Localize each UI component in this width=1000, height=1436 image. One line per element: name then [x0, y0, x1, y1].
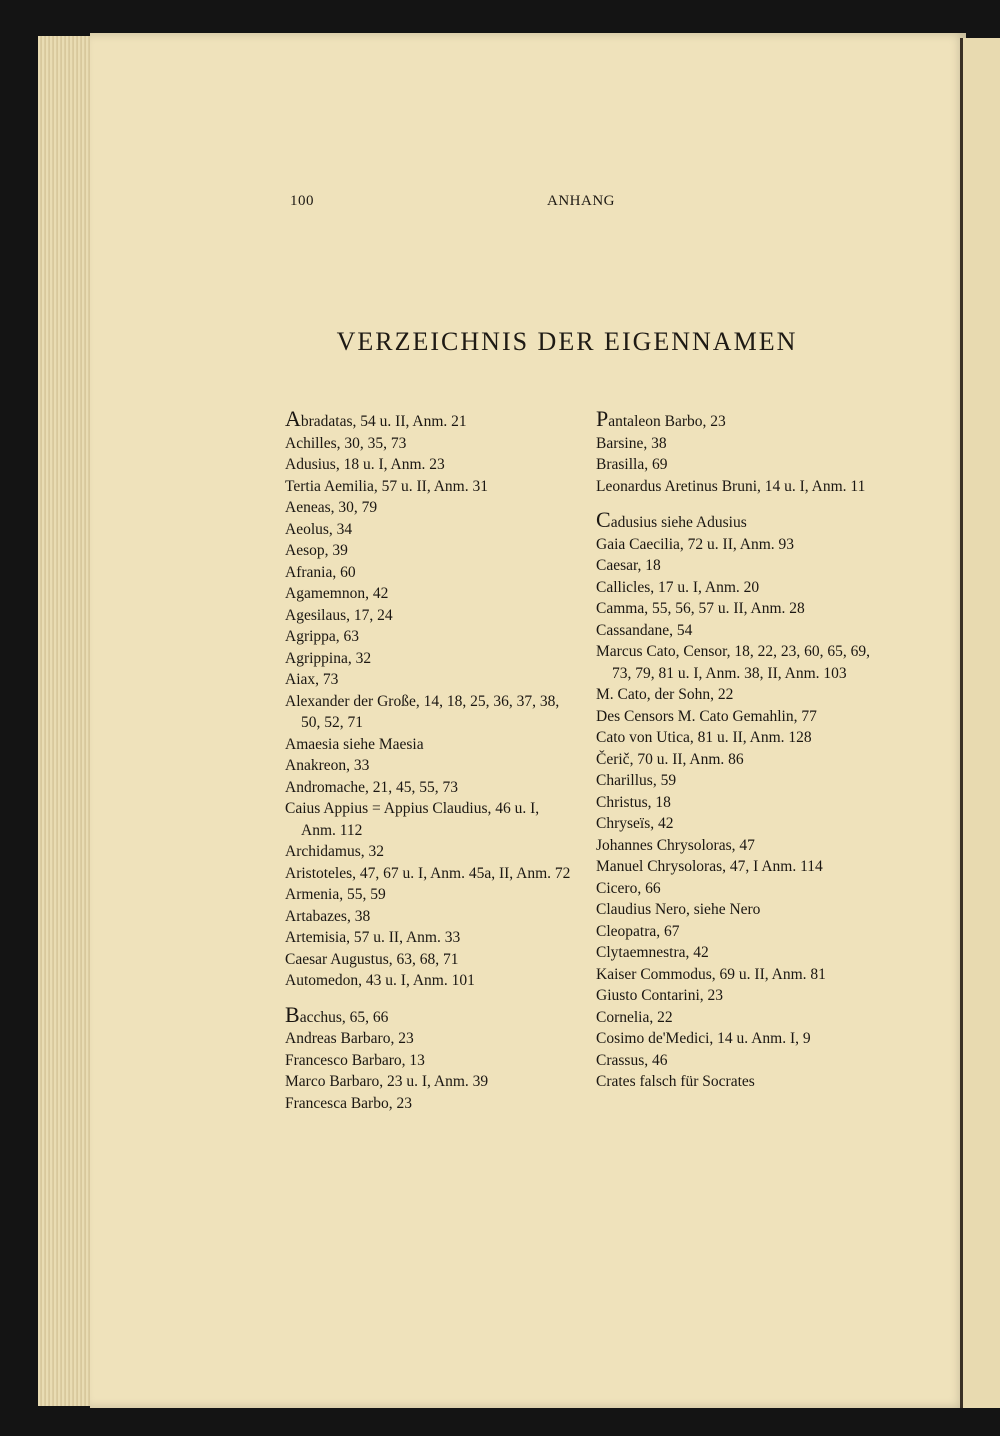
index-entry: Des Censors M. Cato Gemahlin, 77	[596, 707, 817, 725]
index-entry: Aesop, 39	[285, 542, 348, 559]
index-entry: Charillus, 59	[596, 772, 677, 789]
index-entry: Agrippa, 63	[285, 628, 360, 645]
index-entry: Marcus Cato, Censor, 18, 22, 23, 60, 65, 69, 73, 79, 81 u. I, Anm. 38, II, Anm. 103	[596, 643, 871, 682]
index-entry: Agamemnon, 42	[285, 585, 389, 602]
index-entry: Abradatas, 54 u. II, Anm. 21	[285, 406, 467, 431]
index-entry: Francesco Barbaro, 13	[285, 1051, 425, 1069]
index-entry: Gaia Caecilia, 72 u. II, Anm. 93	[596, 535, 795, 553]
index-entry: Artemisia, 57 u. II, Anm. 33	[285, 929, 461, 946]
letter-group	[596, 509, 886, 1093]
index-entry: Caesar, 18	[596, 557, 661, 574]
index-entry: Artabazes, 38	[285, 907, 371, 925]
index-entry: Agrippina, 32	[285, 649, 372, 667]
page-edges	[38, 36, 96, 1406]
book-page	[90, 33, 966, 1408]
index-entry: Caesar Augustus, 63, 68, 71	[285, 950, 459, 968]
index-entry: Čerič, 70 u. II, Anm. 86	[596, 750, 744, 768]
index-entry: Barsine, 38	[596, 434, 667, 452]
letter-group	[285, 408, 575, 992]
index-entry: Chryseïs, 42	[596, 815, 674, 832]
index-entry: Armenia, 55, 59	[285, 886, 386, 903]
index-entry: Aeneas, 30, 79	[285, 499, 378, 516]
letter-group	[596, 408, 886, 497]
index-entry: Johannes Chrysoloras, 47	[596, 836, 755, 854]
index-entry: Cassandane, 54	[596, 621, 693, 639]
index-entry: Andreas Barbaro, 23	[285, 1030, 414, 1047]
page-number: 100	[290, 193, 314, 209]
index-entry: Amaesia siehe Maesia	[285, 735, 424, 753]
index-entry: Marco Barbaro, 23 u. I, Anm. 39	[285, 1073, 489, 1090]
index-entry: Manuel Chrysoloras, 47, I Anm. 114	[596, 858, 823, 875]
index-entry: Cato von Utica, 81 u. II, Anm. 128	[596, 729, 812, 746]
index-column-right	[596, 408, 886, 1105]
index-entry: Camma, 55, 56, 57 u. II, Anm. 28	[596, 600, 805, 617]
letter-group	[285, 1001, 575, 1115]
index-entry: Clytaemnestra, 42	[596, 944, 709, 961]
index-entry: Aristoteles, 47, 67 u. I, Anm. 45a, II, Anm. 72	[285, 864, 571, 882]
index-entry: Cicero, 66	[596, 879, 661, 897]
index-entry: Caius Appius = Appius Claudius, 46 u. I, Anm. 112	[285, 800, 540, 839]
index-entry: Claudius Nero, siehe Nero	[596, 901, 761, 918]
index-entry: Cornelia, 22	[596, 1008, 673, 1026]
index-entry: Pantaleon Barbo, 23	[596, 406, 726, 431]
index-entry: Tertia Aemilia, 57 u. II, Anm. 31	[285, 477, 488, 495]
index-entry: Andromache, 21, 45, 55, 73	[285, 778, 459, 796]
index-entry: Cleopatra, 67	[596, 922, 680, 940]
next-page-edge	[960, 38, 1000, 1408]
index-entry: Afrania, 60	[285, 563, 356, 581]
index-entry: Bacchus, 65, 66	[285, 1001, 389, 1027]
index-entry: M. Cato, der Sohn, 22	[596, 686, 734, 703]
index-entry: Cosimo de'Medici, 14 u. Anm. I, 9	[596, 1030, 811, 1047]
index-entry: Aiax, 73	[285, 671, 339, 688]
index-entry: Brasilla, 69	[596, 456, 668, 473]
index-entry: Anakreon, 33	[285, 757, 370, 774]
index-entry: Automedon, 43 u. I, Anm. 101	[285, 972, 475, 989]
index-entry: Crassus, 46	[596, 1051, 668, 1069]
index-entry: Crates falsch für Socrates	[596, 1073, 755, 1090]
index-entry: Leonardus Aretinus Bruni, 14 u. I, Anm. 11	[596, 477, 866, 495]
index-column-left	[285, 408, 575, 1126]
index-title: VERZEICHNIS DER EIGENNAMEN	[336, 327, 798, 356]
index-entry: Kaiser Commodus, 69 u. II, Anm. 81	[596, 965, 826, 983]
index-entry: Giusto Contarini, 23	[596, 987, 724, 1004]
index-entry: Archidamus, 32	[285, 843, 385, 860]
index-entry: Adusius, 18 u. I, Anm. 23	[285, 456, 445, 473]
index-entry: Christus, 18	[596, 793, 671, 811]
index-entry: Agesilaus, 17, 24	[285, 606, 393, 624]
index-entry: Achilles, 30, 35, 73	[285, 434, 407, 452]
index-entry: Aeolus, 34	[285, 520, 353, 538]
index-entry: Francesca Barbo, 23	[285, 1094, 412, 1112]
index-entry: Alexander der Große, 14, 18, 25, 36, 37, 38, 50, 52, 71	[285, 692, 560, 731]
index-entry: Cadusius siehe Adusius	[596, 507, 747, 532]
index-entry: Callicles, 17 u. I, Anm. 20	[596, 578, 760, 596]
running-head: ANHANG	[547, 193, 615, 209]
